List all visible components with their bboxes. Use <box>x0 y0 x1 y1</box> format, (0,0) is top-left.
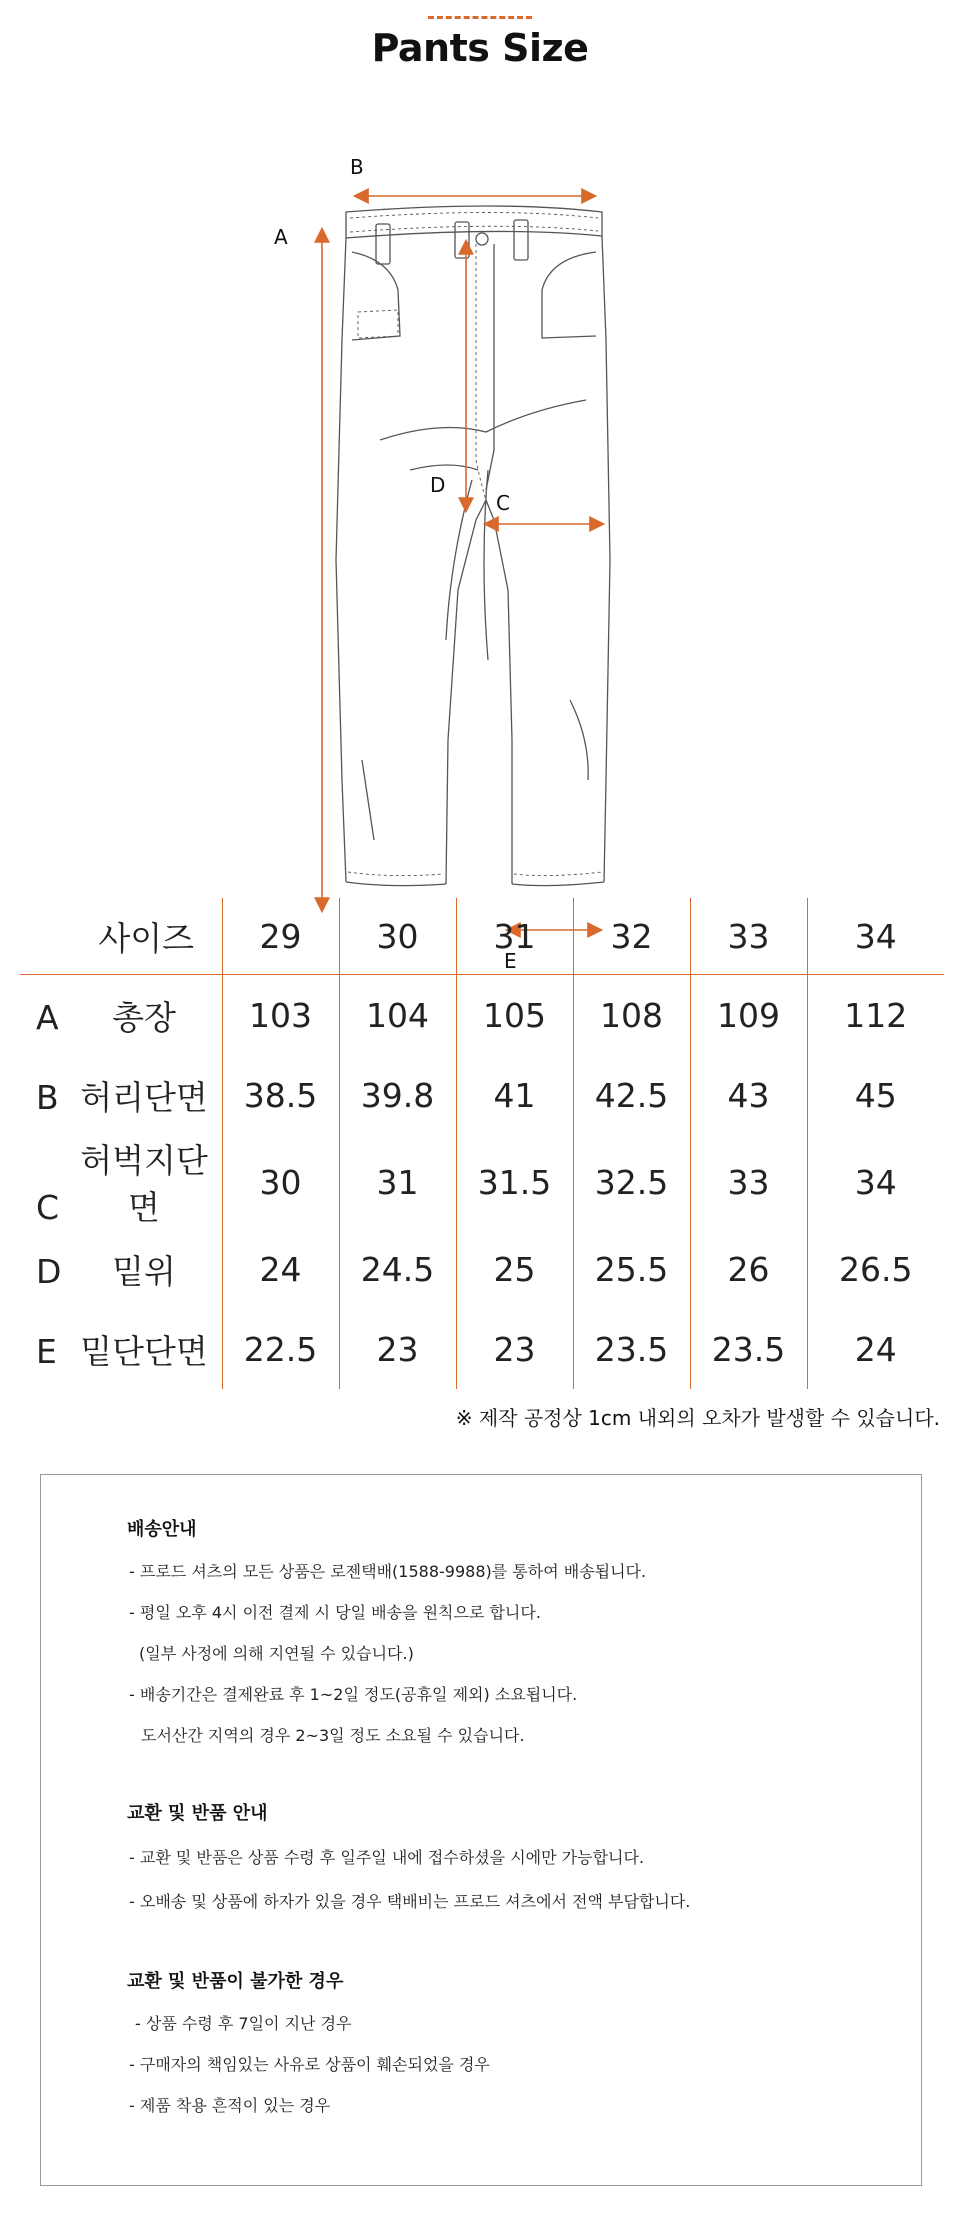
row-name: 밑단단면 <box>80 1331 208 1371</box>
table-row <box>20 975 944 1056</box>
exchange-line: - 오배송 및 상품에 하자가 있을 경우 택배비는 프로드 셔츠에서 전액 부담합니다. <box>129 1892 691 1911</box>
measurement-cell: 41 <box>456 1055 573 1135</box>
measurement-cell: 108 <box>573 975 690 1056</box>
measurement-cell: 112 <box>807 975 944 1056</box>
measurement-cell: 104 <box>339 975 456 1056</box>
table-row <box>20 1055 944 1135</box>
measurement-cell: 26 <box>690 1229 807 1309</box>
measurement-cell: 23 <box>339 1309 456 1389</box>
label-c: C <box>496 491 510 515</box>
table-header-row <box>20 898 944 975</box>
measurement-cell: 23.5 <box>573 1309 690 1389</box>
measurement-cell: 31 <box>339 1135 456 1229</box>
measurement-cell: 23 <box>456 1309 573 1389</box>
row-letter: E <box>36 1331 57 1371</box>
measurement-lines <box>322 196 602 930</box>
size-header-label: 사이즈 <box>98 918 194 958</box>
row-header-cell <box>20 975 222 1056</box>
measurement-cell: 25.5 <box>573 1229 690 1309</box>
measurement-cell: 24 <box>807 1309 944 1389</box>
shipping-line: - 배송기간은 결제완료 후 1~2일 정도(공휴일 제외) 소요됩니다. <box>129 1685 578 1704</box>
measurement-cell: 24 <box>222 1229 339 1309</box>
shipping-line: 도서산간 지역의 경우 2~3일 정도 소요될 수 있습니다. <box>141 1726 525 1745</box>
measurement-cell: 33 <box>690 1135 807 1229</box>
measurement-cell: 23.5 <box>690 1309 807 1389</box>
table-row <box>20 1229 944 1309</box>
measurement-cell: 32.5 <box>573 1135 690 1229</box>
measurement-cell: 39.8 <box>339 1055 456 1135</box>
label-a: A <box>274 225 288 249</box>
shipping-line: - 프로드 셔츠의 모든 상품은 로젠택배(1588-9988)를 통하여 배송됩니다. <box>129 1562 647 1581</box>
size-column-header: 29 <box>222 898 339 975</box>
size-table <box>20 898 944 1389</box>
exchange-line: - 교환 및 반품은 상품 수령 후 일주일 내에 접수하셨을 시에만 가능합니다. <box>129 1848 645 1867</box>
not-allowed-line: - 상품 수령 후 7일이 지난 경우 <box>135 2014 352 2033</box>
exchange-title: 교환 및 반품 안내 <box>127 1803 268 1824</box>
measurement-cell: 105 <box>456 975 573 1056</box>
measurement-cell: 103 <box>222 975 339 1056</box>
measurement-cell: 109 <box>690 975 807 1056</box>
measurement-cell: 30 <box>222 1135 339 1229</box>
not-allowed-title: 교환 및 반품이 불가한 경우 <box>127 1971 344 1992</box>
table-row <box>20 1135 944 1229</box>
measurement-cell: 43 <box>690 1055 807 1135</box>
measurement-cell: 34 <box>807 1135 944 1229</box>
label-e: E <box>504 949 517 973</box>
row-name: 허리단면 <box>80 1077 208 1117</box>
not-allowed-line: - 구매자의 책임있는 사유로 상품이 훼손되었을 경우 <box>129 2055 490 2074</box>
table-row <box>20 1309 944 1389</box>
row-letter: D <box>36 1251 62 1291</box>
label-d: D <box>430 473 446 497</box>
measurement-cell: 38.5 <box>222 1055 339 1135</box>
measurement-cell: 26.5 <box>807 1229 944 1309</box>
shipping-line: (일부 사정에 의해 지연될 수 있습니다.) <box>139 1644 414 1663</box>
measurement-cell: 42.5 <box>573 1055 690 1135</box>
pants-outline <box>336 206 610 886</box>
label-b: B <box>350 155 364 179</box>
row-letter: C <box>36 1188 60 1227</box>
measurement-cell: 31.5 <box>456 1135 573 1229</box>
measurement-cell: 25 <box>456 1229 573 1309</box>
row-header-cell <box>20 1229 222 1309</box>
size-column-header: 30 <box>339 898 456 975</box>
measurement-cell: 22.5 <box>222 1309 339 1389</box>
measurement-cell: 24.5 <box>339 1229 456 1309</box>
shipping-title: 배송안내 <box>127 1519 197 1540</box>
row-header-cell <box>20 1309 222 1389</box>
tolerance-note: ※ 제작 공정상 1cm 내외의 오차가 발생할 수 있습니다. <box>455 1406 940 1430</box>
info-box <box>40 1474 922 2186</box>
row-name: 밑위 <box>112 1251 176 1291</box>
row-name: 총장 <box>112 997 176 1037</box>
page-title: Pants Size <box>371 26 589 70</box>
shipping-line: - 평일 오후 4시 이전 결제 시 당일 배송을 원칙으로 합니다. <box>129 1603 541 1622</box>
not-allowed-line: - 제품 착용 흔적이 있는 경우 <box>129 2096 331 2115</box>
row-name: 허벅지단면 <box>80 1141 208 1227</box>
measurement-cell: 45 <box>807 1055 944 1135</box>
row-letter: B <box>36 1077 59 1117</box>
row-letter: A <box>36 997 59 1037</box>
size-header-cell <box>20 898 222 975</box>
row-header-cell <box>20 1135 222 1229</box>
row-header-cell <box>20 1055 222 1135</box>
size-column-header: 33 <box>690 898 807 975</box>
title-divider <box>428 16 532 19</box>
size-column-header: 32 <box>573 898 690 975</box>
size-column-header: 34 <box>807 898 944 975</box>
size-column-header: 31 <box>456 898 573 975</box>
